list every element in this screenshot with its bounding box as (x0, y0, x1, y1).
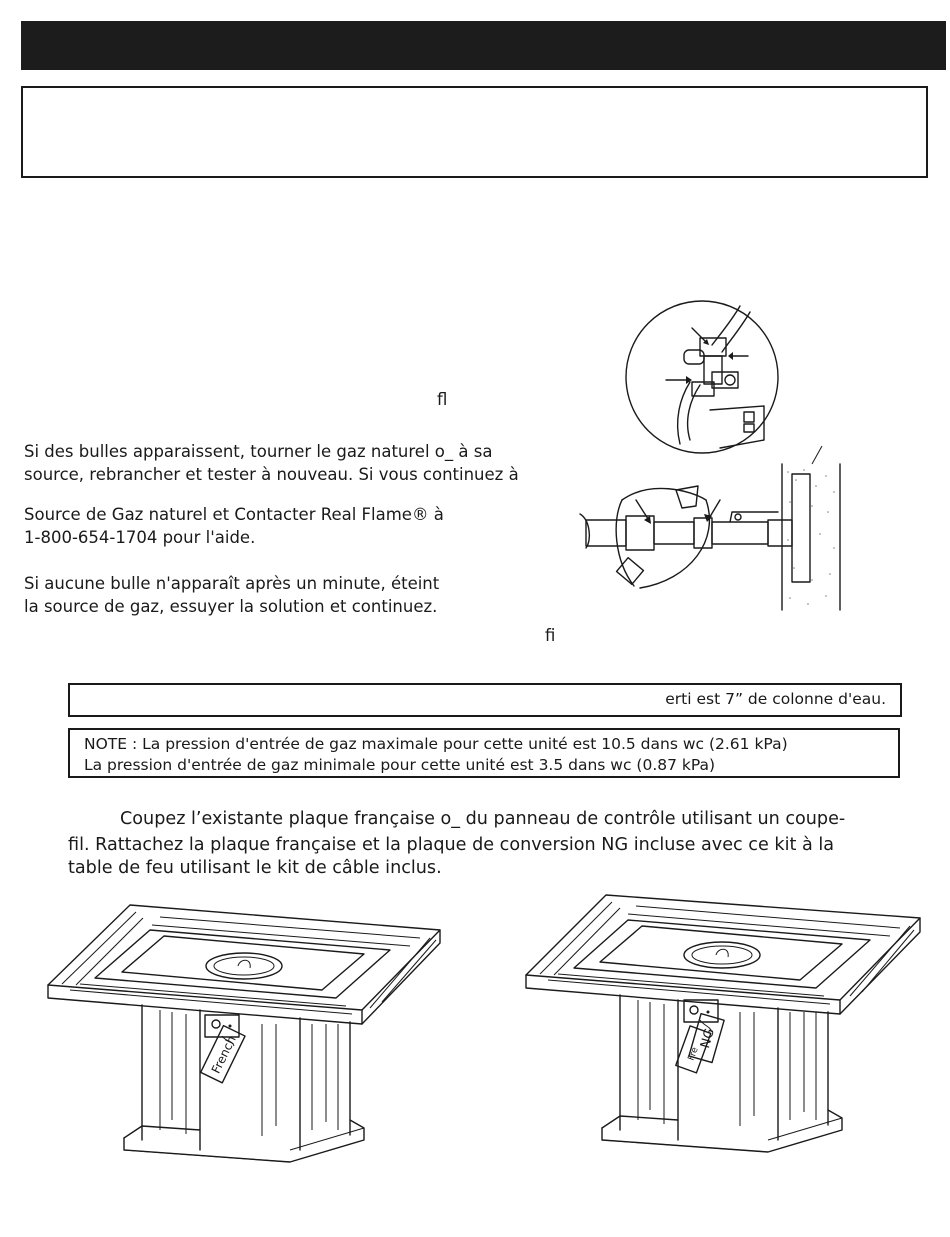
contact-line-1: Source de Gaz naturel et Contacter Real Flame® à (24, 505, 444, 524)
bubbles-line-1: Si des bulles apparaissent, tourner le gaz naturel o_ à sa (24, 442, 493, 461)
pressure-text: erti est 7” de colonne d'eau. (665, 690, 886, 708)
gas-connection-illustration (570, 300, 850, 620)
no-bubbles-line-1: Si aucune bulle n'apparaît après un minute, éteint (24, 574, 440, 593)
note-line-1: NOTE : La pression d'entrée de gaz maximale pour cette unité est 10.5 dans wc (2.61 kPa) (84, 735, 788, 753)
plate-instruction-line-2: fil. Rattachez la plaque française et la plaque de conversion NG incluse avec ce kit à la (68, 835, 835, 855)
plate-instruction-line-3: table de feu utilisant le kit de câble inclus. (68, 858, 442, 878)
note-line-2: La pression d'entrée de gaz minimale pour cette unité est 3.5 dans wc (0.87 kPa) (84, 756, 716, 774)
plate-instruction-line-1: Coupez l’existante plaque française o_ du panneau de contrôle utilisant un coupe- (120, 809, 846, 829)
french-tag-label: French (208, 1033, 239, 1076)
contact-phone-line: 1-800-654-1704 pour l'aide. (24, 528, 256, 547)
no-bubbles-paragraph (24, 572, 439, 618)
stray-glyph-fi: ﬁ (545, 626, 556, 645)
bubbles-line-2: source, rebrancher et tester à nouveau. Si vous continuez à (24, 465, 519, 484)
bubbles-paragraph (24, 440, 519, 486)
pressure-box (68, 683, 902, 717)
warning-box (21, 86, 928, 178)
note-box (68, 728, 900, 778)
fire-table-french-plate-illustration (40, 895, 460, 1165)
french-tag-back-label: Fre (686, 1045, 701, 1063)
section-header-bar (21, 21, 946, 70)
ng-tag-label: NG (698, 1026, 718, 1051)
fire-table-ng-plate-illustration (520, 888, 930, 1168)
stray-glyph-fl: ﬂ (437, 390, 448, 409)
contact-paragraph (24, 503, 444, 549)
no-bubbles-line-2: la source de gaz, essuyer la solution et continuez. (24, 597, 438, 616)
